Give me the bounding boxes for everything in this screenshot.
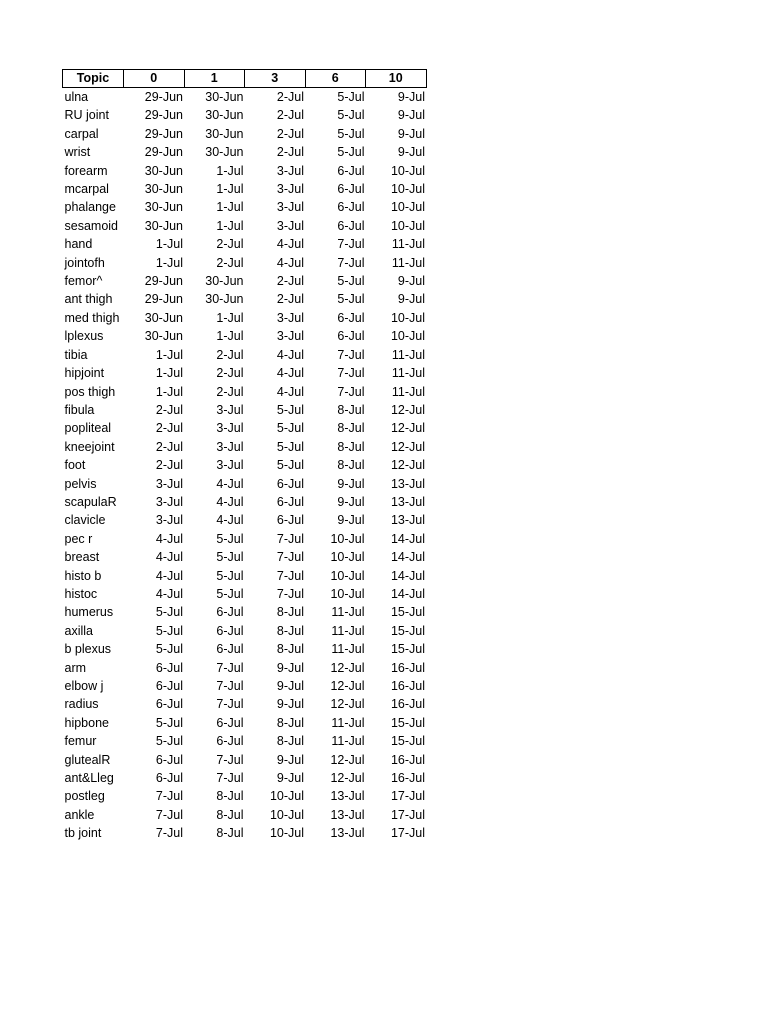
date-cell-day-10: 16-Jul (390, 697, 425, 712)
date-cell-day-3: 9-Jul (276, 697, 304, 712)
date-cell-day-10: 10-Jul (390, 329, 425, 344)
date-cell-day-0: 2-Jul (155, 421, 183, 436)
date-cell-day-10: 9-Jul (397, 90, 425, 104)
table-row (63, 364, 427, 382)
date-cell-day-0: 29-Jun (144, 292, 183, 307)
date-cell-day-6: 6-Jul (337, 200, 365, 215)
date-cell-day-10: 16-Jul (390, 771, 425, 786)
date-cell-day-3: 2-Jul (276, 90, 304, 104)
date-cell-day-3: 2-Jul (276, 292, 304, 307)
table-row (63, 714, 427, 732)
date-cell-day-6: 6-Jul (337, 310, 365, 325)
table-row (63, 309, 427, 327)
date-cell-day-0: 1-Jul (155, 237, 183, 252)
topic-cell: wrist (64, 145, 91, 160)
topic-cell: breast (64, 550, 100, 565)
header-day-10: 10 (366, 70, 427, 88)
table-row (63, 530, 427, 548)
topic-cell: popliteal (64, 421, 112, 436)
date-cell-day-6: 5-Jul (337, 90, 365, 104)
date-cell-day-1: 30-Jun (205, 126, 244, 141)
date-cell-day-6: 6-Jul (337, 182, 365, 197)
date-cell-day-3: 8-Jul (276, 734, 304, 749)
date-cell-day-1: 5-Jul (216, 586, 244, 601)
date-cell-day-3: 8-Jul (276, 715, 304, 730)
date-cell-day-1: 7-Jul (216, 752, 244, 767)
date-cell-day-10: 15-Jul (390, 642, 425, 657)
date-cell-day-0: 30-Jun (144, 310, 183, 325)
date-cell-day-6: 11-Jul (331, 715, 365, 730)
date-cell-day-3: 5-Jul (276, 439, 304, 454)
date-cell-day-0: 30-Jun (144, 200, 183, 215)
date-cell-day-1: 2-Jul (216, 347, 244, 362)
date-cell-day-3: 8-Jul (276, 642, 304, 657)
date-cell-day-3: 2-Jul (276, 126, 304, 141)
date-cell-day-0: 1-Jul (155, 347, 183, 362)
date-cell-day-3: 3-Jul (276, 310, 304, 325)
date-cell-day-3: 9-Jul (276, 660, 304, 675)
date-cell-day-10: 12-Jul (390, 458, 425, 473)
date-cell-day-6: 11-Jul (331, 642, 365, 657)
date-cell-day-6: 7-Jul (337, 347, 365, 362)
date-cell-day-10: 15-Jul (390, 605, 425, 620)
date-cell-day-3: 6-Jul (276, 476, 304, 491)
table-row (63, 567, 427, 585)
date-cell-day-6: 6-Jul (337, 218, 365, 233)
date-cell-day-1: 1-Jul (216, 182, 244, 197)
date-cell-day-6: 5-Jul (337, 274, 365, 289)
date-cell-day-6: 9-Jul (337, 513, 365, 528)
topic-cell: hand (64, 237, 93, 252)
date-cell-day-0: 29-Jun (144, 274, 183, 289)
date-cell-day-10: 17-Jul (390, 826, 425, 841)
date-cell-day-6: 7-Jul (337, 384, 365, 399)
topic-cell: radius (64, 697, 99, 712)
date-cell-day-10: 15-Jul (390, 734, 425, 749)
date-cell-day-0: 1-Jul (155, 384, 183, 399)
date-cell-day-1: 7-Jul (216, 697, 244, 712)
date-cell-day-0: 5-Jul (155, 715, 183, 730)
date-cell-day-1: 8-Jul (216, 807, 244, 822)
date-cell-day-6: 5-Jul (337, 126, 365, 141)
date-cell-day-3: 4-Jul (276, 384, 304, 399)
date-cell-day-0: 7-Jul (155, 807, 183, 822)
date-cell-day-1: 5-Jul (216, 531, 244, 546)
table-row (63, 383, 427, 401)
table-row (63, 254, 427, 272)
table-row (63, 272, 427, 290)
date-cell-day-10: 9-Jul (397, 108, 425, 123)
date-cell-day-10: 10-Jul (390, 163, 425, 178)
date-cell-day-10: 15-Jul (390, 715, 425, 730)
topic-cell: carpal (64, 126, 99, 141)
date-cell-day-6: 6-Jul (337, 163, 365, 178)
date-cell-day-3: 10-Jul (269, 826, 304, 841)
date-cell-day-0: 29-Jun (144, 126, 183, 141)
date-cell-day-10: 9-Jul (397, 145, 425, 160)
date-cell-day-1: 2-Jul (216, 384, 244, 399)
topic-cell: sesamoid (64, 218, 118, 233)
topic-cell: humerus (64, 605, 114, 620)
date-cell-day-6: 11-Jul (331, 605, 365, 620)
date-cell-day-1: 8-Jul (216, 789, 244, 804)
date-cell-day-3: 8-Jul (276, 605, 304, 620)
table-row (63, 475, 427, 493)
date-cell-day-10: 10-Jul (390, 200, 425, 215)
date-cell-day-1: 3-Jul (216, 458, 244, 473)
date-cell-day-3: 7-Jul (276, 568, 304, 583)
topic-cell: forearm (64, 163, 108, 178)
date-cell-day-6: 13-Jul (330, 826, 365, 841)
date-cell-day-0: 6-Jul (155, 697, 183, 712)
date-cell-day-0: 4-Jul (155, 531, 183, 546)
topic-cell: foot (64, 458, 86, 473)
table-row (63, 401, 427, 419)
date-cell-day-0: 30-Jun (144, 329, 183, 344)
header-topic: Topic (63, 70, 124, 88)
date-cell-day-6: 5-Jul (337, 145, 365, 160)
date-cell-day-6: 12-Jul (330, 679, 365, 693)
table-row (63, 162, 427, 180)
table-row (63, 235, 427, 253)
date-cell-day-6: 5-Jul (337, 292, 365, 307)
date-cell-day-3: 6-Jul (276, 513, 304, 528)
date-cell-day-10: 12-Jul (390, 421, 425, 436)
topic-cell: lplexus (64, 329, 104, 344)
date-cell-day-1: 7-Jul (216, 771, 244, 786)
topic-cell: arm (64, 660, 87, 675)
date-cell-day-1: 30-Jun (205, 108, 244, 123)
date-cell-day-10: 13-Jul (390, 476, 425, 491)
topic-cell: femor^ (64, 274, 103, 289)
date-cell-day-3: 4-Jul (276, 366, 304, 381)
date-cell-day-1: 6-Jul (216, 623, 244, 638)
date-cell-day-0: 5-Jul (155, 734, 183, 749)
date-cell-day-6: 11-Jul (331, 623, 365, 638)
date-cell-day-0: 3-Jul (155, 476, 183, 491)
date-cell-day-3: 3-Jul (276, 182, 304, 197)
date-cell-day-0: 6-Jul (155, 752, 183, 767)
date-cell-day-3: 2-Jul (276, 274, 304, 289)
topic-cell: ant&Lleg (64, 771, 114, 786)
date-cell-day-6: 8-Jul (337, 402, 365, 417)
topic-cell: med thigh (64, 310, 120, 325)
date-cell-day-0: 5-Jul (155, 642, 183, 657)
date-cell-day-10: 10-Jul (390, 218, 425, 233)
date-cell-day-6: 12-Jul (330, 752, 365, 767)
date-cell-day-10: 14-Jul (390, 550, 425, 565)
date-cell-day-10: 9-Jul (397, 274, 425, 289)
date-cell-day-6: 12-Jul (330, 697, 365, 712)
topic-cell: hipbone (64, 715, 109, 730)
date-cell-day-1: 6-Jul (216, 734, 244, 749)
date-cell-day-3: 5-Jul (276, 421, 304, 436)
date-cell-day-10: 11-Jul (391, 237, 425, 252)
date-cell-day-10: 17-Jul (390, 807, 425, 822)
date-cell-day-6: 5-Jul (337, 108, 365, 123)
date-cell-day-0: 2-Jul (155, 402, 183, 417)
date-cell-day-3: 4-Jul (276, 347, 304, 362)
table-row (63, 511, 427, 529)
date-cell-day-10: 12-Jul (390, 402, 425, 417)
date-cell-day-1: 30-Jun (205, 274, 244, 289)
date-cell-day-1: 6-Jul (216, 715, 244, 730)
table-row (63, 695, 427, 713)
topic-cell: tibia (64, 347, 88, 362)
date-cell-day-3: 9-Jul (276, 679, 304, 693)
date-cell-day-6: 8-Jul (337, 458, 365, 473)
date-cell-day-1: 6-Jul (216, 605, 244, 620)
date-cell-day-3: 5-Jul (276, 402, 304, 417)
date-cell-day-1: 3-Jul (216, 421, 244, 436)
date-cell-day-3: 9-Jul (276, 752, 304, 767)
date-cell-day-10: 11-Jul (391, 384, 425, 399)
date-cell-day-10: 9-Jul (397, 292, 425, 307)
spreadsheet-page (62, 69, 427, 843)
date-cell-day-0: 29-Jun (144, 90, 183, 104)
table-row (63, 125, 427, 143)
topic-cell: hipjoint (64, 366, 105, 381)
date-cell-day-3: 4-Jul (276, 255, 304, 270)
date-cell-day-0: 5-Jul (155, 605, 183, 620)
date-cell-day-3: 7-Jul (276, 550, 304, 565)
date-cell-day-0: 29-Jun (144, 145, 183, 160)
date-cell-day-10: 11-Jul (391, 255, 425, 270)
date-cell-day-6: 9-Jul (337, 494, 365, 509)
date-cell-day-10: 11-Jul (391, 347, 425, 362)
topic-cell: fibula (64, 402, 95, 417)
date-cell-day-6: 10-Jul (330, 550, 365, 565)
table-body (63, 88, 427, 843)
table-row (63, 659, 427, 677)
date-cell-day-1: 30-Jun (205, 292, 244, 307)
table-row (63, 585, 427, 603)
table-row (63, 290, 427, 308)
topic-cell: glutealR (64, 752, 111, 767)
topic-cell: histo b (64, 568, 102, 583)
date-cell-day-10: 16-Jul (390, 752, 425, 767)
date-cell-day-3: 4-Jul (276, 237, 304, 252)
table-row (63, 548, 427, 566)
date-cell-day-3: 8-Jul (276, 623, 304, 638)
table-row (63, 180, 427, 198)
table-row (63, 732, 427, 750)
revision-schedule-table (62, 69, 427, 843)
date-cell-day-6: 7-Jul (337, 255, 365, 270)
date-cell-day-3: 2-Jul (276, 108, 304, 123)
topic-cell: kneejoint (64, 439, 115, 454)
table-row (63, 493, 427, 511)
header-day-0: 0 (124, 70, 185, 88)
date-cell-day-0: 3-Jul (155, 513, 183, 528)
table-row (63, 824, 427, 842)
date-cell-day-3: 7-Jul (276, 586, 304, 601)
date-cell-day-0: 3-Jul (155, 494, 183, 509)
topic-cell: b plexus (64, 642, 112, 657)
table-row (63, 622, 427, 640)
table-row (63, 88, 427, 107)
date-cell-day-10: 11-Jul (391, 366, 425, 381)
topic-cell: clavicle (64, 513, 106, 528)
date-cell-day-3: 7-Jul (276, 531, 304, 546)
date-cell-day-6: 7-Jul (337, 237, 365, 252)
date-cell-day-3: 5-Jul (276, 458, 304, 473)
date-cell-day-10: 14-Jul (390, 531, 425, 546)
date-cell-day-6: 8-Jul (337, 421, 365, 436)
date-cell-day-3: 10-Jul (269, 789, 304, 804)
date-cell-day-10: 9-Jul (397, 126, 425, 141)
table-row (63, 217, 427, 235)
date-cell-day-6: 9-Jul (337, 476, 365, 491)
date-cell-day-0: 7-Jul (155, 789, 183, 804)
date-cell-day-10: 14-Jul (390, 586, 425, 601)
date-cell-day-1: 1-Jul (216, 163, 244, 178)
date-cell-day-6: 12-Jul (330, 660, 365, 675)
date-cell-day-1: 1-Jul (216, 200, 244, 215)
header-row (63, 70, 427, 88)
date-cell-day-10: 16-Jul (390, 660, 425, 675)
date-cell-day-1: 7-Jul (216, 660, 244, 675)
table-row (63, 198, 427, 216)
date-cell-day-1: 4-Jul (216, 494, 244, 509)
date-cell-day-6: 8-Jul (337, 439, 365, 454)
topic-cell: ankle (64, 807, 95, 822)
date-cell-day-0: 4-Jul (155, 586, 183, 601)
date-cell-day-0: 4-Jul (155, 568, 183, 583)
date-cell-day-0: 2-Jul (155, 439, 183, 454)
date-cell-day-10: 10-Jul (390, 310, 425, 325)
date-cell-day-3: 3-Jul (276, 200, 304, 215)
date-cell-day-3: 9-Jul (276, 771, 304, 786)
table-header (63, 70, 427, 88)
date-cell-day-0: 30-Jun (144, 182, 183, 197)
date-cell-day-3: 3-Jul (276, 329, 304, 344)
date-cell-day-0: 6-Jul (155, 679, 183, 693)
topic-cell: pec r (64, 531, 93, 546)
date-cell-day-6: 10-Jul (330, 568, 365, 583)
topic-cell: histoc (64, 586, 98, 601)
header-day-6: 6 (305, 70, 366, 88)
date-cell-day-6: 13-Jul (330, 807, 365, 822)
date-cell-day-0: 4-Jul (155, 550, 183, 565)
date-cell-day-3: 6-Jul (276, 494, 304, 509)
date-cell-day-10: 13-Jul (390, 513, 425, 528)
table-row (63, 143, 427, 161)
date-cell-day-10: 14-Jul (390, 568, 425, 583)
date-cell-day-6: 10-Jul (330, 531, 365, 546)
date-cell-day-1: 5-Jul (216, 550, 244, 565)
topic-cell: ant thigh (64, 292, 113, 307)
date-cell-day-10: 10-Jul (390, 182, 425, 197)
date-cell-day-1: 3-Jul (216, 402, 244, 417)
topic-cell: pos thigh (64, 384, 116, 399)
date-cell-day-3: 2-Jul (276, 145, 304, 160)
topic-cell: scapulaR (64, 494, 117, 509)
topic-cell: phalange (64, 200, 116, 215)
table-row (63, 456, 427, 474)
table-row (63, 769, 427, 787)
topic-cell: pelvis (64, 476, 97, 491)
date-cell-day-10: 12-Jul (390, 439, 425, 454)
date-cell-day-3: 10-Jul (269, 807, 304, 822)
table-row (63, 419, 427, 437)
table-row (63, 327, 427, 345)
date-cell-day-1: 30-Jun (205, 145, 244, 160)
date-cell-day-1: 2-Jul (216, 255, 244, 270)
date-cell-day-0: 7-Jul (155, 826, 183, 841)
topic-cell: jointofh (64, 255, 105, 270)
topic-cell: elbow j (64, 679, 104, 693)
date-cell-day-6: 13-Jul (330, 789, 365, 804)
topic-cell: mcarpal (64, 182, 109, 197)
date-cell-day-0: 30-Jun (144, 218, 183, 233)
header-day-3: 3 (245, 70, 306, 88)
date-cell-day-1: 30-Jun (205, 90, 244, 104)
table-row (63, 787, 427, 805)
topic-cell: femur (64, 734, 97, 749)
topic-cell: RU joint (64, 108, 109, 123)
table-row (63, 640, 427, 658)
date-cell-day-10: 16-Jul (390, 679, 425, 693)
date-cell-day-6: 10-Jul (330, 586, 365, 601)
date-cell-day-0: 5-Jul (155, 623, 183, 638)
date-cell-day-3: 3-Jul (276, 218, 304, 233)
date-cell-day-0: 30-Jun (144, 163, 183, 178)
date-cell-day-0: 2-Jul (155, 458, 183, 473)
date-cell-day-1: 8-Jul (216, 826, 244, 841)
date-cell-day-0: 6-Jul (155, 771, 183, 786)
date-cell-day-1: 4-Jul (216, 476, 244, 491)
topic-cell: ulna (64, 90, 89, 104)
date-cell-day-6: 7-Jul (337, 366, 365, 381)
date-cell-day-10: 13-Jul (390, 494, 425, 509)
date-cell-day-1: 4-Jul (216, 513, 244, 528)
date-cell-day-1: 2-Jul (216, 237, 244, 252)
date-cell-day-1: 2-Jul (216, 366, 244, 381)
date-cell-day-0: 6-Jul (155, 660, 183, 675)
table-row (63, 806, 427, 824)
date-cell-day-1: 5-Jul (216, 568, 244, 583)
date-cell-day-0: 1-Jul (155, 255, 183, 270)
date-cell-day-6: 11-Jul (331, 734, 365, 749)
table-row (63, 346, 427, 364)
topic-cell: axilla (64, 623, 93, 638)
date-cell-day-1: 3-Jul (216, 439, 244, 454)
date-cell-day-0: 29-Jun (144, 108, 183, 123)
date-cell-day-3: 3-Jul (276, 163, 304, 178)
date-cell-day-6: 12-Jul (330, 771, 365, 786)
date-cell-day-1: 1-Jul (216, 310, 244, 325)
header-day-1: 1 (184, 70, 245, 88)
date-cell-day-1: 1-Jul (216, 218, 244, 233)
table-row (63, 438, 427, 456)
date-cell-day-10: 17-Jul (390, 789, 425, 804)
date-cell-day-0: 1-Jul (155, 366, 183, 381)
date-cell-day-10: 15-Jul (390, 623, 425, 638)
date-cell-day-1: 1-Jul (216, 329, 244, 344)
topic-cell: tb joint (64, 826, 102, 841)
table-row (63, 677, 427, 695)
topic-cell: postleg (64, 789, 105, 804)
table-row (63, 751, 427, 769)
date-cell-day-1: 7-Jul (216, 679, 244, 693)
date-cell-day-1: 6-Jul (216, 642, 244, 657)
table-row (63, 106, 427, 124)
table-row (63, 603, 427, 621)
date-cell-day-6: 6-Jul (337, 329, 365, 344)
